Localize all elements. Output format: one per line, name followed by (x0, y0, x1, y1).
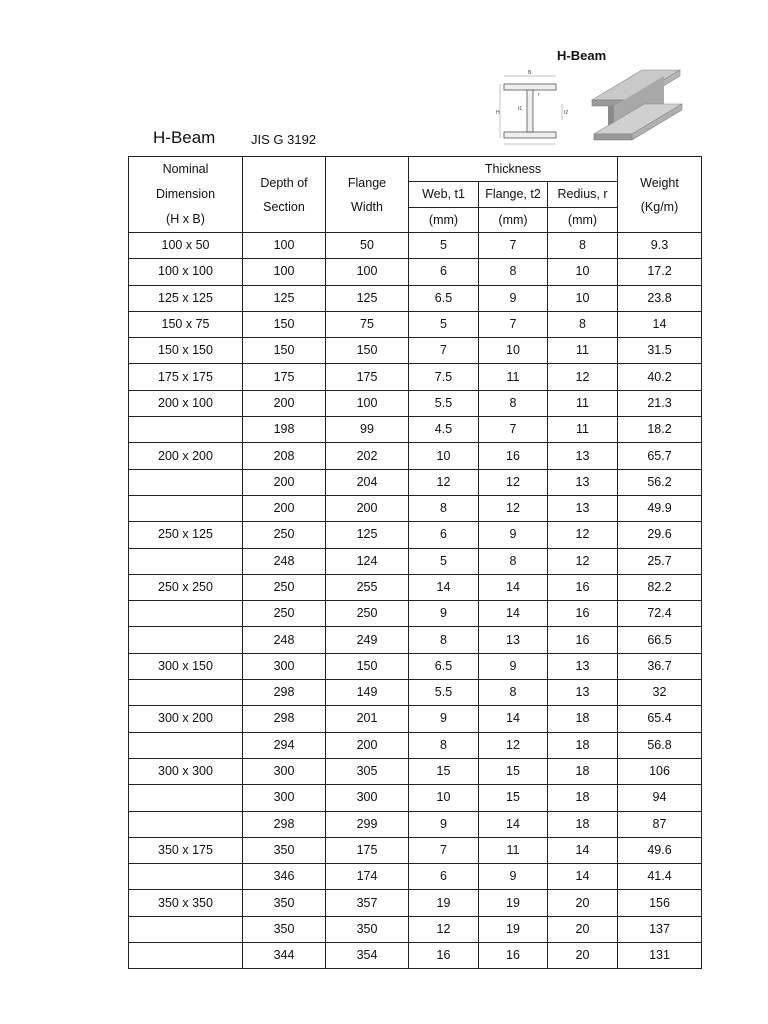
cell-flange-t2: 16 (479, 943, 548, 969)
dim-label-t1: t1 (518, 106, 523, 112)
cell-web-t1: 7 (409, 837, 479, 863)
table-row (129, 785, 702, 811)
cell-radius-r: 16 (548, 574, 618, 600)
cell-nominal (129, 943, 243, 969)
table-body (129, 233, 702, 969)
cell-flange-t2: 16 (479, 443, 548, 469)
cell-nominal: 150 x 150 (129, 338, 243, 364)
cell-web-t1: 12 (409, 916, 479, 942)
cell-flange-t2: 9 (479, 522, 548, 548)
cell-flange-t2: 7 (479, 311, 548, 337)
col-nominal-dimension: Nominal Dimension (H x B) (129, 157, 243, 233)
cell-depth: 250 (243, 574, 326, 600)
cell-flange-t2: 11 (479, 837, 548, 863)
table-row (129, 390, 702, 416)
cell-radius-r: 16 (548, 601, 618, 627)
cell-nominal (129, 417, 243, 443)
cell-flange-width: 357 (326, 890, 409, 916)
cell-flange-width: 249 (326, 627, 409, 653)
cell-flange-width: 99 (326, 417, 409, 443)
cell-nominal: 175 x 175 (129, 364, 243, 390)
cell-web-t1: 8 (409, 495, 479, 521)
cell-flange-width: 150 (326, 338, 409, 364)
cell-weight: 82.2 (618, 574, 702, 600)
cell-depth: 300 (243, 653, 326, 679)
cell-flange-t2: 14 (479, 601, 548, 627)
cell-flange-width: 174 (326, 864, 409, 890)
cell-radius-r: 8 (548, 311, 618, 337)
cell-weight: 14 (618, 311, 702, 337)
cell-weight: 94 (618, 785, 702, 811)
cell-flange-width: 100 (326, 390, 409, 416)
cell-web-t1: 14 (409, 574, 479, 600)
cell-nominal (129, 680, 243, 706)
cell-nominal: 350 x 175 (129, 837, 243, 863)
cell-flange-t2: 10 (479, 338, 548, 364)
cell-depth: 100 (243, 259, 326, 285)
cell-radius-r: 13 (548, 469, 618, 495)
cell-depth: 125 (243, 285, 326, 311)
cell-weight: 106 (618, 758, 702, 784)
cell-depth: 250 (243, 522, 326, 548)
cell-flange-width: 202 (326, 443, 409, 469)
unit-web-mm: (mm) (409, 207, 479, 232)
cell-web-t1: 10 (409, 443, 479, 469)
cell-flange-t2: 8 (479, 259, 548, 285)
cell-flange-width: 50 (326, 233, 409, 259)
cell-web-t1: 5.5 (409, 390, 479, 416)
col-weight: Weight (Kg/m) (618, 157, 702, 233)
cell-radius-r: 18 (548, 785, 618, 811)
cell-radius-r: 16 (548, 627, 618, 653)
cell-flange-width: 125 (326, 285, 409, 311)
cell-depth: 346 (243, 864, 326, 890)
cell-nominal (129, 811, 243, 837)
cell-flange-width: 204 (326, 469, 409, 495)
cell-depth: 298 (243, 706, 326, 732)
figure-caption: H-Beam (557, 48, 607, 63)
cell-flange-t2: 19 (479, 890, 548, 916)
table-row (129, 864, 702, 890)
cell-radius-r: 14 (548, 837, 618, 863)
col-web-t1: Web, t1 (409, 182, 479, 207)
cell-weight: 36.7 (618, 653, 702, 679)
cell-flange-t2: 14 (479, 574, 548, 600)
cell-web-t1: 12 (409, 469, 479, 495)
cell-radius-r: 20 (548, 890, 618, 916)
table-row (129, 495, 702, 521)
cell-flange-width: 175 (326, 837, 409, 863)
cell-nominal (129, 601, 243, 627)
cell-nominal (129, 469, 243, 495)
dim-label-t2: t2 (564, 110, 569, 116)
cell-radius-r: 18 (548, 811, 618, 837)
cell-weight: 65.7 (618, 443, 702, 469)
cell-weight: 25.7 (618, 548, 702, 574)
table-row (129, 338, 702, 364)
cell-flange-t2: 9 (479, 285, 548, 311)
cell-nominal: 100 x 50 (129, 233, 243, 259)
cell-weight: 32 (618, 680, 702, 706)
table-row (129, 364, 702, 390)
cell-web-t1: 16 (409, 943, 479, 969)
cell-flange-width: 305 (326, 758, 409, 784)
cell-radius-r: 11 (548, 390, 618, 416)
cell-radius-r: 11 (548, 417, 618, 443)
cell-flange-width: 255 (326, 574, 409, 600)
cell-weight: 49.6 (618, 837, 702, 863)
cell-nominal (129, 732, 243, 758)
cell-flange-width: 300 (326, 785, 409, 811)
cell-web-t1: 8 (409, 627, 479, 653)
cell-nominal (129, 627, 243, 653)
cell-flange-width: 354 (326, 943, 409, 969)
cell-flange-width: 350 (326, 916, 409, 942)
cell-weight: 31.5 (618, 338, 702, 364)
cell-weight: 87 (618, 811, 702, 837)
cell-web-t1: 7 (409, 338, 479, 364)
cell-web-t1: 5 (409, 311, 479, 337)
cell-web-t1: 4.5 (409, 417, 479, 443)
cell-depth: 248 (243, 548, 326, 574)
table-row (129, 574, 702, 600)
table-row (129, 732, 702, 758)
cell-weight: 56.2 (618, 469, 702, 495)
cell-flange-t2: 9 (479, 864, 548, 890)
cell-flange-t2: 8 (479, 548, 548, 574)
cell-radius-r: 8 (548, 233, 618, 259)
cell-weight: 21.3 (618, 390, 702, 416)
cell-flange-t2: 15 (479, 785, 548, 811)
col-thickness: Thickness (409, 157, 618, 182)
table-row (129, 627, 702, 653)
table-row (129, 943, 702, 969)
cell-weight: 66.5 (618, 627, 702, 653)
cell-depth: 150 (243, 311, 326, 337)
cell-weight: 131 (618, 943, 702, 969)
table-row (129, 680, 702, 706)
cell-depth: 294 (243, 732, 326, 758)
table-header (129, 157, 702, 233)
cell-radius-r: 12 (548, 522, 618, 548)
cell-depth: 208 (243, 443, 326, 469)
cell-flange-t2: 8 (479, 390, 548, 416)
cell-radius-r: 20 (548, 943, 618, 969)
cell-weight: 29.6 (618, 522, 702, 548)
cell-depth: 250 (243, 601, 326, 627)
standard-label: JIS G 3192 (251, 132, 317, 147)
cell-web-t1: 7.5 (409, 364, 479, 390)
cell-weight: 18.2 (618, 417, 702, 443)
cell-weight: 17.2 (618, 259, 702, 285)
table-row (129, 916, 702, 942)
table-row (129, 233, 702, 259)
cell-flange-t2: 14 (479, 811, 548, 837)
cross-section-icon (504, 84, 556, 138)
beam-3d-icon (592, 70, 682, 140)
cell-nominal: 300 x 150 (129, 653, 243, 679)
table-row (129, 311, 702, 337)
cell-depth: 350 (243, 837, 326, 863)
table-row (129, 653, 702, 679)
cell-depth: 350 (243, 890, 326, 916)
cell-depth: 344 (243, 943, 326, 969)
col-depth-of-section: Depth of Section (243, 157, 326, 233)
cell-flange-t2: 19 (479, 916, 548, 942)
cell-nominal: 100 x 100 (129, 259, 243, 285)
col-flange-width: Flange Width (326, 157, 409, 233)
cell-depth: 100 (243, 233, 326, 259)
cell-web-t1: 9 (409, 811, 479, 837)
h-beam-figure (496, 44, 696, 154)
cell-radius-r: 11 (548, 338, 618, 364)
cell-flange-t2: 12 (479, 469, 548, 495)
cell-web-t1: 15 (409, 758, 479, 784)
cell-radius-r: 13 (548, 653, 618, 679)
cell-depth: 200 (243, 390, 326, 416)
cell-flange-width: 201 (326, 706, 409, 732)
dim-label-b: B (528, 70, 532, 76)
cell-nominal (129, 864, 243, 890)
cell-flange-t2: 15 (479, 758, 548, 784)
cell-web-t1: 6 (409, 259, 479, 285)
cell-radius-r: 20 (548, 916, 618, 942)
cell-weight: 137 (618, 916, 702, 942)
cell-flange-t2: 8 (479, 680, 548, 706)
table-row (129, 259, 702, 285)
cell-weight: 23.8 (618, 285, 702, 311)
cell-depth: 300 (243, 785, 326, 811)
cell-depth: 200 (243, 469, 326, 495)
cell-nominal (129, 785, 243, 811)
cell-depth: 200 (243, 495, 326, 521)
h-beam-spec-table (128, 156, 702, 969)
cell-web-t1: 9 (409, 706, 479, 732)
cell-depth: 350 (243, 916, 326, 942)
col-flange-t2: Flange, t2 (479, 182, 548, 207)
cell-web-t1: 6.5 (409, 653, 479, 679)
cell-weight: 56.8 (618, 732, 702, 758)
cell-radius-r: 10 (548, 285, 618, 311)
cell-weight: 65.4 (618, 706, 702, 732)
cell-nominal: 200 x 200 (129, 443, 243, 469)
cell-flange-width: 200 (326, 495, 409, 521)
cell-depth: 248 (243, 627, 326, 653)
table-row (129, 522, 702, 548)
dim-label-r: r (538, 92, 540, 98)
table-row (129, 758, 702, 784)
cell-radius-r: 13 (548, 680, 618, 706)
cell-web-t1: 6 (409, 864, 479, 890)
cell-flange-width: 75 (326, 311, 409, 337)
table-row (129, 548, 702, 574)
cell-web-t1: 6 (409, 522, 479, 548)
cell-flange-t2: 14 (479, 706, 548, 732)
table-row (129, 811, 702, 837)
unit-radius-mm: (mm) (548, 207, 618, 232)
cell-flange-width: 175 (326, 364, 409, 390)
cell-nominal: 250 x 250 (129, 574, 243, 600)
table-row (129, 601, 702, 627)
cell-depth: 298 (243, 680, 326, 706)
cell-web-t1: 6.5 (409, 285, 479, 311)
cell-nominal: 300 x 300 (129, 758, 243, 784)
cell-depth: 298 (243, 811, 326, 837)
cell-nominal (129, 916, 243, 942)
cell-weight: 41.4 (618, 864, 702, 890)
cell-depth: 175 (243, 364, 326, 390)
table-row (129, 417, 702, 443)
dim-label-h: H (496, 110, 500, 116)
cell-web-t1: 9 (409, 601, 479, 627)
table-row (129, 706, 702, 732)
col-radius-r: Redius, r (548, 182, 618, 207)
table-row (129, 890, 702, 916)
cell-nominal: 125 x 125 (129, 285, 243, 311)
cell-web-t1: 5 (409, 233, 479, 259)
cell-flange-width: 100 (326, 259, 409, 285)
cell-nominal: 150 x 75 (129, 311, 243, 337)
cell-web-t1: 5.5 (409, 680, 479, 706)
table-row (129, 837, 702, 863)
cell-flange-width: 150 (326, 653, 409, 679)
cell-radius-r: 14 (548, 864, 618, 890)
cell-flange-t2: 7 (479, 233, 548, 259)
cell-weight: 40.2 (618, 364, 702, 390)
cell-radius-r: 18 (548, 758, 618, 784)
cell-nominal: 200 x 100 (129, 390, 243, 416)
cell-flange-t2: 12 (479, 495, 548, 521)
cell-web-t1: 19 (409, 890, 479, 916)
cell-radius-r: 12 (548, 548, 618, 574)
unit-flange-mm: (mm) (479, 207, 548, 232)
cell-web-t1: 8 (409, 732, 479, 758)
cell-flange-width: 299 (326, 811, 409, 837)
cell-flange-width: 250 (326, 601, 409, 627)
cell-flange-t2: 12 (479, 732, 548, 758)
cell-depth: 198 (243, 417, 326, 443)
table-row (129, 443, 702, 469)
cell-nominal: 300 x 200 (129, 706, 243, 732)
cell-weight: 9.3 (618, 233, 702, 259)
cell-flange-t2: 9 (479, 653, 548, 679)
cell-nominal (129, 548, 243, 574)
table-row (129, 285, 702, 311)
table-row (129, 469, 702, 495)
cell-weight: 156 (618, 890, 702, 916)
cell-flange-width: 200 (326, 732, 409, 758)
cell-radius-r: 13 (548, 443, 618, 469)
cell-radius-r: 10 (548, 259, 618, 285)
cell-web-t1: 5 (409, 548, 479, 574)
cell-flange-t2: 7 (479, 417, 548, 443)
cell-weight: 72.4 (618, 601, 702, 627)
cell-radius-r: 12 (548, 364, 618, 390)
cell-flange-t2: 11 (479, 364, 548, 390)
cell-nominal (129, 495, 243, 521)
cell-depth: 150 (243, 338, 326, 364)
cell-radius-r: 18 (548, 732, 618, 758)
cell-flange-width: 124 (326, 548, 409, 574)
cell-weight: 49.9 (618, 495, 702, 521)
cell-depth: 300 (243, 758, 326, 784)
cell-radius-r: 18 (548, 706, 618, 732)
cell-nominal: 350 x 350 (129, 890, 243, 916)
cell-nominal: 250 x 125 (129, 522, 243, 548)
cell-web-t1: 10 (409, 785, 479, 811)
cell-flange-t2: 13 (479, 627, 548, 653)
cell-flange-width: 125 (326, 522, 409, 548)
cell-radius-r: 13 (548, 495, 618, 521)
page-title: H-Beam (153, 128, 216, 147)
cell-flange-width: 149 (326, 680, 409, 706)
